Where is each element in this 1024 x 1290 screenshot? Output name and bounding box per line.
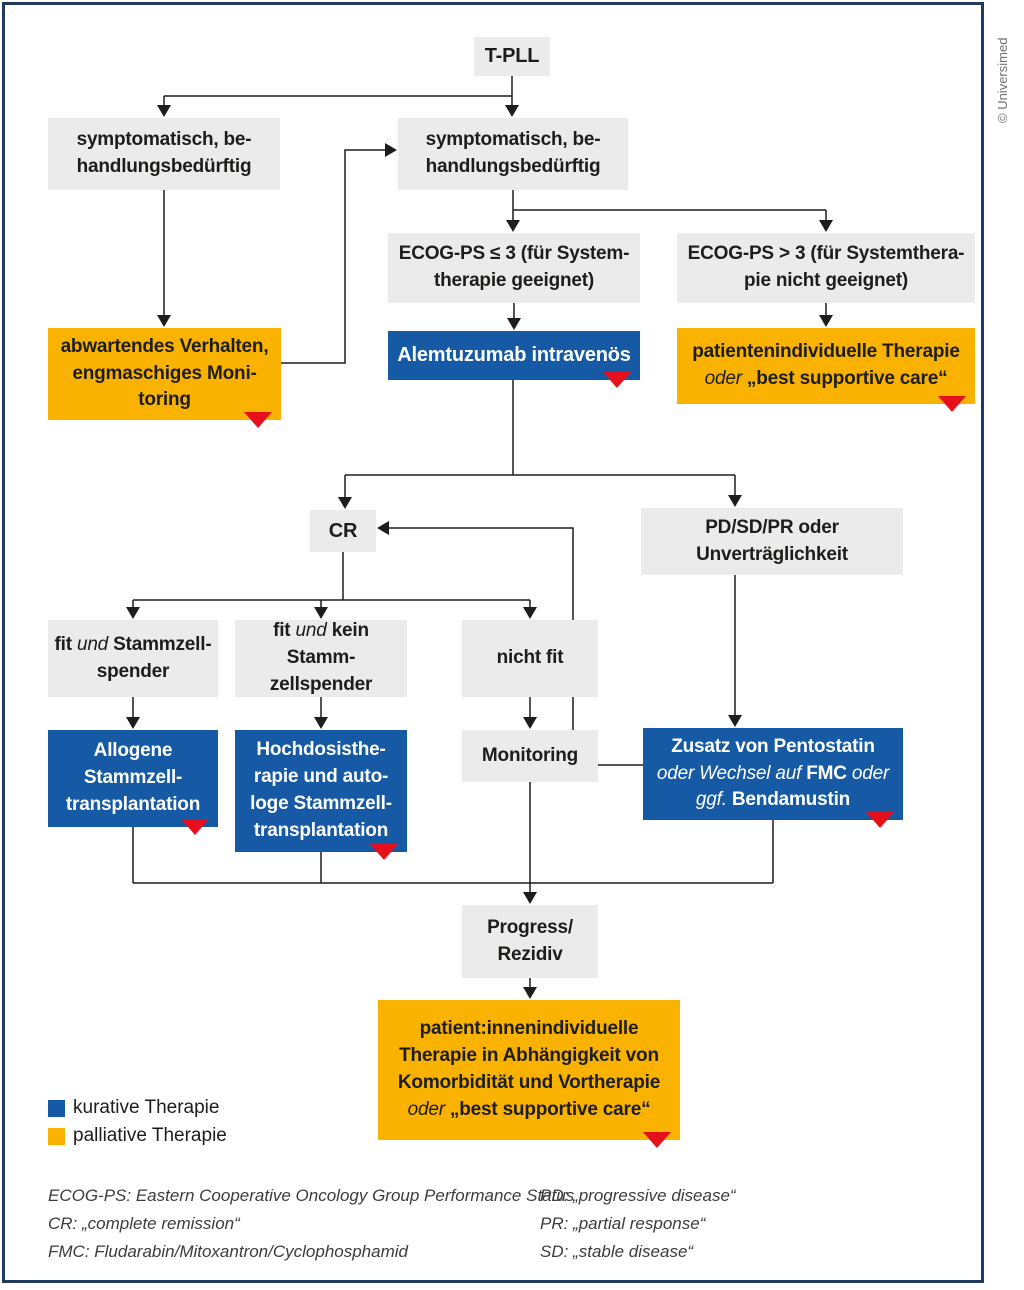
footnote-pd: PD: „progressive disease“ [540, 1186, 736, 1205]
footnote-ecog: ECOG-PS: Eastern Cooperative Oncology Group Performance Status [48, 1186, 575, 1205]
red-triangle-icon [181, 819, 209, 835]
legend-label: palliative Therapie [73, 1125, 227, 1146]
red-triangle-icon [603, 372, 631, 388]
red-triangle-icon [370, 844, 398, 860]
node-symptomatisch-left: symptomatisch, be- handlungsbedürftig [48, 118, 280, 190]
footnote-sd: SD: „stable disease“ [540, 1242, 694, 1261]
legend-item-curative [48, 1094, 227, 1122]
credit-universimed: © Universimed [995, 37, 1010, 123]
node-high-dose-autologous-sct: Hochdosisthe- rapie und auto- loge Stammzell- transplantation [235, 730, 407, 852]
footnote-pr: PR: „partial response“ [540, 1214, 706, 1233]
node-pentostatin-fmc-bendamustin: Zusatz von Pentostatin oder Wechsel auf FMC oder ggf. Bendamustin [643, 728, 903, 820]
node-not-fit: nicht fit [462, 620, 598, 697]
red-triangle-icon [938, 396, 966, 412]
node-symptomatisch-right: symptomatisch, be- handlungsbedürftig [398, 118, 628, 190]
footnotes-left [48, 1182, 574, 1266]
node-monitoring: Monitoring [462, 730, 598, 782]
red-triangle-icon [643, 1132, 671, 1148]
node-watchful-waiting: abwartendes Verhalten, engmaschiges Moni- toring [48, 328, 281, 420]
footnotes-right [540, 1182, 736, 1266]
node-allogeneic-sct: Allogene Stammzell- transplantation [48, 730, 218, 827]
red-triangle-icon [244, 412, 272, 428]
red-triangle-icon [866, 812, 894, 828]
legend-item-palliative [48, 1122, 227, 1150]
footnote-cr: CR: „complete remission“ [48, 1214, 240, 1233]
legend-label: kurative Therapie [73, 1097, 220, 1118]
footnote-fmc: FMC: Fludarabin/Mitoxantron/Cyclophosphamid [48, 1242, 408, 1261]
node-pd-sd-pr: PD/SD/PR oder Unverträglichkeit [641, 508, 903, 575]
palliative-swatch-icon [48, 1128, 65, 1145]
node-final-individual-therapy: patient:innenindividuelle Therapie in Abhängigkeit von Komorbidität und Vortherapie oder „best supportive care“ [378, 1000, 680, 1140]
curative-swatch-icon [48, 1100, 65, 1117]
node-ecog-gt3: ECOG-PS > 3 (für Systemthera- pie nicht geeignet) [677, 233, 975, 303]
node-patient-individual-therapy: patientenindividuelle Therapie oder „best supportive care“ [677, 328, 975, 404]
node-alemtuzumab: Alemtuzumab intravenös [388, 331, 640, 380]
node-fit-no-donor: fit und kein Stamm- zellspender [235, 620, 407, 697]
node-tpll: T-PLL [474, 37, 550, 76]
node-ecog-le3: ECOG-PS ≤ 3 (für System- therapie geeignet) [388, 233, 640, 303]
node-fit-donor: fit und Stammzell- spender [48, 620, 218, 697]
node-progress-relapse: Progress/ Rezidiv [462, 905, 598, 978]
node-cr: CR [310, 510, 376, 552]
legend [48, 1094, 227, 1150]
